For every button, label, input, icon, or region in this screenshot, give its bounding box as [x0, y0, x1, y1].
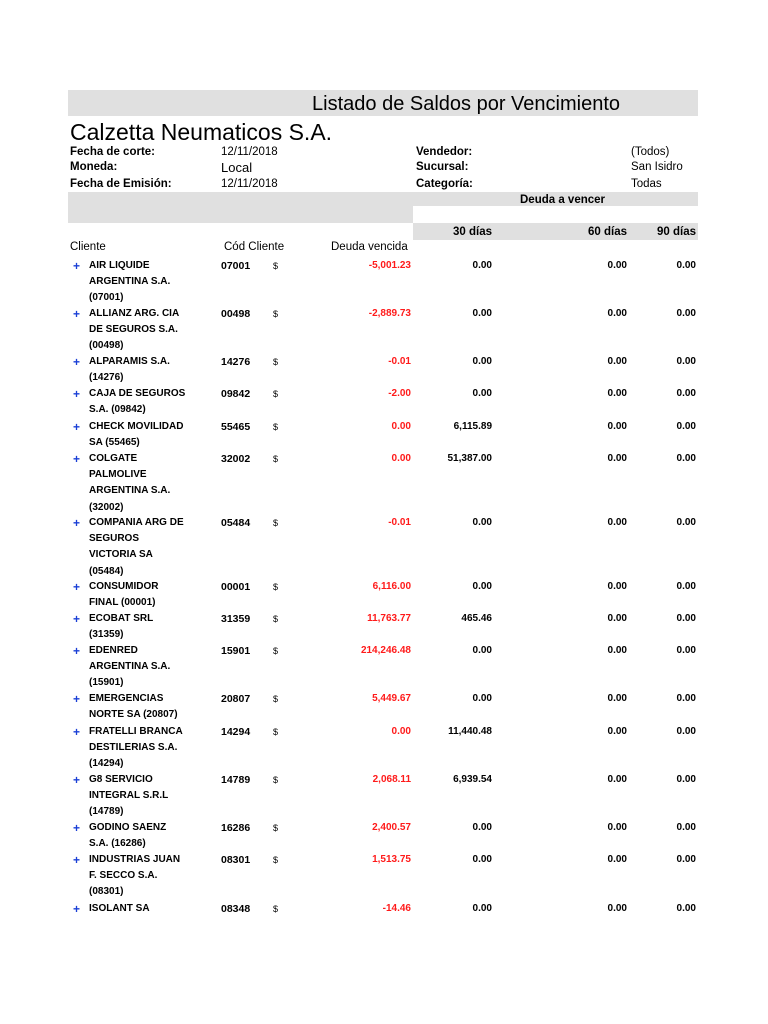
sucursal-label: Sucursal:: [416, 161, 469, 173]
deuda-30-dias-value: 0.00: [472, 260, 492, 271]
deuda-vencida-value: -0.01: [388, 356, 411, 367]
company-name: Calzetta Neumaticos S.A.: [70, 119, 333, 145]
currency-symbol: $: [273, 646, 279, 656]
currency-symbol: $: [273, 694, 279, 704]
client-code: 14276: [221, 356, 251, 368]
client-name: AIR LIQUIDE ARGENTINA S.A. (07001): [89, 260, 171, 304]
client-name: G8 SERVICIO INTEGRAL S.R.L (14789): [89, 774, 169, 818]
deuda-30-dias-value: 0.00: [472, 388, 492, 399]
deuda-vencida-value: 6,116.00: [372, 581, 411, 592]
client-name: FRATELLI BRANCA DESTILERIAS S.A. (14294): [89, 726, 183, 770]
client-name: EDENRED ARGENTINA S.A. (15901): [89, 645, 171, 689]
client-code: 15901: [221, 645, 251, 657]
deuda-60-dias-value: 0.00: [607, 388, 627, 399]
deuda-30-dias-value: 0.00: [472, 356, 492, 367]
currency-symbol: $: [273, 727, 279, 737]
plus-icon[interactable]: +: [73, 821, 81, 835]
currency-symbol: $: [273, 357, 279, 367]
fecha-emision-value: 12/11/2018: [221, 178, 278, 190]
client-code: 55465: [221, 421, 251, 433]
client-code: 31359: [221, 613, 251, 625]
deuda-60-dias-value: 0.00: [607, 581, 627, 592]
currency-symbol: $: [273, 261, 279, 271]
deuda-90-dias-value: 0.00: [676, 388, 696, 399]
deuda-vencida-value: -5,001.23: [368, 260, 411, 271]
fecha-corte-value: 12/11/2018: [221, 146, 278, 158]
currency-symbol: $: [273, 823, 279, 833]
vendedor-label: Vendedor:: [416, 146, 473, 158]
deuda-30-dias-value: 0.00: [472, 822, 492, 833]
client-code: 14789: [221, 774, 251, 786]
deuda-60-dias-value: 0.00: [607, 854, 627, 865]
plus-icon[interactable]: +: [73, 420, 81, 434]
client-name: COLGATE PALMOLIVE ARGENTINA S.A. (32002): [89, 453, 171, 513]
deuda-vencida-value: 0.00: [391, 453, 411, 464]
deuda-90-dias-value: 0.00: [676, 774, 696, 785]
currency-symbol: $: [273, 518, 279, 528]
client-code: 00498: [221, 308, 251, 320]
deuda-vencida-value: 5,449.67: [372, 693, 411, 704]
deuda-a-vencer-header: Deuda a vencer: [520, 194, 606, 206]
client-name: ALLIANZ ARG. CIA DE SEGUROS S.A. (00498): [89, 308, 180, 352]
client-code: 14294: [221, 726, 251, 738]
report-title: Listado de Saldos por Vencimiento: [312, 93, 620, 115]
plus-icon[interactable]: +: [73, 902, 81, 916]
deuda-90-dias-value: 0.00: [676, 726, 696, 737]
deuda-90-dias-value: 0.00: [676, 421, 696, 432]
plus-icon[interactable]: +: [73, 580, 81, 594]
deuda-90-dias-value: 0.00: [676, 903, 696, 914]
plus-icon[interactable]: +: [73, 355, 81, 369]
deuda-60-dias-value: 0.00: [607, 822, 627, 833]
plus-icon[interactable]: +: [73, 725, 81, 739]
client-name: CHECK MOVILIDAD SA (55465): [89, 421, 184, 449]
deuda-90-dias-value: 0.00: [676, 645, 696, 656]
currency-symbol: $: [273, 855, 279, 865]
plus-icon[interactable]: +: [73, 644, 81, 658]
currency-symbol: $: [273, 309, 279, 319]
deuda-60-dias-value: 0.00: [607, 260, 627, 271]
deuda-60-dias-value: 0.00: [607, 421, 627, 432]
moneda-label: Moneda:: [70, 161, 118, 173]
plus-icon[interactable]: +: [73, 853, 81, 867]
plus-icon[interactable]: +: [73, 692, 81, 706]
categoria-label: Categoría:: [416, 178, 473, 190]
moneda-value: Local: [221, 160, 253, 175]
deuda-60-dias-value: 0.00: [607, 693, 627, 704]
deuda-90-dias-value: 0.00: [676, 453, 696, 464]
currency-symbol: $: [273, 582, 279, 592]
deuda-vencida-value: 1,513.75: [372, 854, 411, 865]
client-code: 00001: [221, 581, 251, 593]
deuda-60-dias-value: 0.00: [607, 645, 627, 656]
client-name: COMPANIA ARG DE SEGUROS VICTORIA SA (05484): [89, 517, 184, 577]
client-code: 07001: [221, 260, 251, 272]
deuda-30-dias-value: 0.00: [472, 581, 492, 592]
deuda-30-dias-value: 11,440.48: [448, 726, 492, 737]
deuda-90-dias-value: 0.00: [676, 693, 696, 704]
plus-icon[interactable]: +: [73, 773, 81, 787]
deuda-vencida-value: -2.00: [388, 388, 411, 399]
deuda-60-dias-value: 0.00: [607, 453, 627, 464]
currency-symbol: $: [273, 389, 279, 399]
client-code: 08301: [221, 854, 251, 866]
client-code: 32002: [221, 453, 251, 465]
client-name: ALPARAMIS S.A. (14276): [89, 356, 170, 384]
plus-icon[interactable]: +: [73, 612, 81, 626]
plus-icon[interactable]: +: [73, 387, 81, 401]
deuda-60-dias-value: 0.00: [607, 308, 627, 319]
currency-symbol: $: [273, 422, 279, 432]
deuda-vencida-value: -2,889.73: [368, 308, 411, 319]
currency-symbol: $: [273, 904, 279, 914]
client-code: 09842: [221, 388, 251, 400]
deuda-30-dias-value: 0.00: [472, 517, 492, 528]
plus-icon[interactable]: +: [73, 452, 81, 466]
deuda-90-dias-value: 0.00: [676, 613, 696, 624]
fecha-corte-label: Fecha de corte:: [70, 146, 155, 158]
deuda-30-dias-value: 0.00: [472, 854, 492, 865]
client-name: ECOBAT SRL (31359): [89, 613, 154, 641]
sucursal-value: San Isidro: [631, 161, 683, 173]
deuda-30-dias-value: 465.46: [461, 613, 492, 624]
deuda-vencida-value: 2,400.57: [372, 822, 411, 833]
vendedor-value: (Todos): [631, 146, 670, 158]
client-code: 08348: [221, 903, 251, 915]
deuda-30-dias-value: 0.00: [472, 308, 492, 319]
deuda-30-dias-value: 51,387.00: [447, 453, 492, 464]
client-code: 16286: [221, 822, 251, 834]
client-code: 20807: [221, 693, 251, 705]
header-band-left: [68, 206, 413, 223]
client-name: GODINO SAENZ S.A. (16286): [89, 822, 167, 850]
currency-symbol: $: [273, 775, 279, 785]
deuda-30-dias-value: 6,939.54: [453, 774, 492, 785]
client-name: EMERGENCIAS NORTE SA (20807): [89, 693, 178, 721]
client-name: ISOLANT SA: [89, 903, 150, 914]
deuda-vencida-value: 0.00: [391, 421, 411, 432]
plus-icon[interactable]: +: [73, 516, 81, 530]
deuda-60-dias-value: 0.00: [607, 613, 627, 624]
deuda-vencida-value: 0.00: [391, 726, 411, 737]
col-30-dias: 30 días: [453, 226, 492, 238]
deuda-vencida-value: -0.01: [388, 517, 411, 528]
client-name: CONSUMIDOR FINAL (00001): [89, 581, 159, 609]
deuda-60-dias-value: 0.00: [607, 903, 627, 914]
deuda-vencida-value: 11,763.77: [367, 613, 411, 624]
deuda-90-dias-value: 0.00: [676, 854, 696, 865]
deuda-30-dias-value: 0.00: [472, 903, 492, 914]
deuda-vencida-value: -14.46: [382, 903, 411, 914]
deuda-30-dias-value: 0.00: [472, 693, 492, 704]
col-deuda-vencida: Deuda vencida: [331, 241, 408, 253]
col-cod-cliente: Cód Cliente: [224, 241, 285, 253]
deuda-90-dias-value: 0.00: [676, 308, 696, 319]
deuda-60-dias-value: 0.00: [607, 726, 627, 737]
deuda-vencida-value: 2,068.11: [372, 774, 411, 785]
deuda-60-dias-value: 0.00: [607, 774, 627, 785]
deuda-60-dias-value: 0.00: [607, 517, 627, 528]
deuda-30-dias-value: 0.00: [472, 645, 492, 656]
deuda-vencida-value: 214,246.48: [360, 645, 411, 656]
client-name: CAJA DE SEGUROS S.A. (09842): [89, 388, 186, 416]
deuda-90-dias-value: 0.00: [676, 517, 696, 528]
deuda-60-dias-value: 0.00: [607, 356, 627, 367]
deuda-90-dias-value: 0.00: [676, 822, 696, 833]
deuda-30-dias-value: 6,115.89: [453, 421, 492, 432]
plus-icon[interactable]: +: [73, 259, 81, 273]
client-name: INDUSTRIAS JUAN F. SECCO S.A. (08301): [89, 854, 181, 898]
fecha-emision-label: Fecha de Emisión:: [70, 178, 172, 190]
deuda-90-dias-value: 0.00: [676, 260, 696, 271]
deuda-90-dias-value: 0.00: [676, 356, 696, 367]
col-cliente: Cliente: [70, 241, 106, 253]
col-90-dias: 90 días: [657, 226, 696, 238]
currency-symbol: $: [273, 454, 279, 464]
currency-symbol: $: [273, 614, 279, 624]
col-60-dias: 60 días: [588, 226, 627, 238]
plus-icon[interactable]: +: [73, 307, 81, 321]
deuda-90-dias-value: 0.00: [676, 581, 696, 592]
categoria-value: Todas: [631, 178, 662, 190]
client-code: 05484: [221, 517, 251, 529]
